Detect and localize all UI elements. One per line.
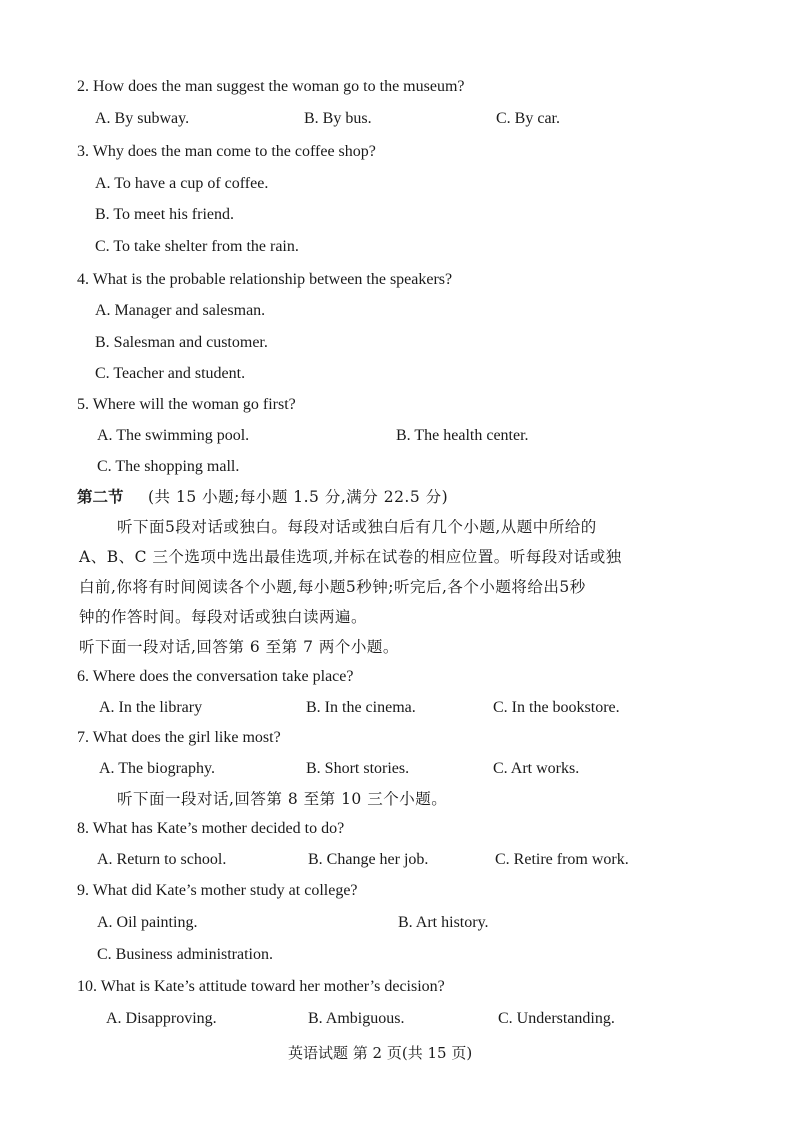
section-title: 第二节 <box>77 488 124 506</box>
section-subtitle: (共 15 小题;每小题 1.5 分,满分 22.5 分) <box>148 488 449 506</box>
question-2-stem: 2. How does the man suggest the woman go to the museum? <box>77 78 465 95</box>
instructions-line-2: A、B、C 三个选项中选出最佳选项,并标在试卷的相应位置。听每段对话或独 <box>79 548 622 566</box>
instructions-line-4: 钟的作答时间。每段对话或独白读两遍。 <box>79 608 368 626</box>
question-5-option-a: A. The swimming pool. <box>97 427 250 444</box>
listen-instruction-8-10: 听下面一段对话,回答第 8 至第 10 三个小题。 <box>117 790 448 808</box>
question-9-option-c: C. Business administration. <box>97 946 273 963</box>
question-3-stem: 3. Why does the man come to the coffee shop? <box>77 143 376 160</box>
question-4-stem: 4. What is the probable relationship between the speakers? <box>77 271 453 288</box>
instructions-line-1: 听下面5段对话或独白。每段对话或独白后有几个小题,从题中所给的 <box>117 518 597 536</box>
question-6-option-c: C. In the bookstore. <box>493 699 620 716</box>
question-2-option-c: C. By car. <box>496 110 560 127</box>
question-2-option-a: A. By subway. <box>95 110 190 127</box>
question-5-stem: 5. Where will the woman go first? <box>77 396 296 413</box>
question-5-option-b: B. The health center. <box>396 427 529 444</box>
question-7-option-b: B. Short stories. <box>306 760 410 777</box>
question-6-stem: 6. Where does the conversation take place? <box>77 668 354 685</box>
question-8-option-b: B. Change her job. <box>308 851 429 868</box>
question-8-option-c: C. Retire from work. <box>495 851 629 868</box>
question-9-option-b: B. Art history. <box>398 914 489 931</box>
question-10-option-c: C. Understanding. <box>498 1010 615 1027</box>
question-5-option-c: C. The shopping mall. <box>97 458 240 475</box>
question-4-option-c: C. Teacher and student. <box>95 365 246 382</box>
question-10-stem: 10. What is Kate’s attitude toward her mother’s decision? <box>77 978 445 995</box>
question-4-option-b: B. Salesman and customer. <box>95 334 268 351</box>
question-7-stem: 7. What does the girl like most? <box>77 729 281 746</box>
question-4-option-a: A. Manager and salesman. <box>95 302 266 319</box>
page-footer: 英语试题 第 2 页(共 15 页) <box>288 1044 473 1062</box>
question-6-option-b: B. In the cinema. <box>306 699 416 716</box>
question-3-option-b: B. To meet his friend. <box>95 206 235 223</box>
question-9-option-a: A. Oil painting. <box>97 914 198 931</box>
question-9-stem: 9. What did Kate’s mother study at college? <box>77 882 358 899</box>
question-2-option-b: B. By bus. <box>304 110 372 127</box>
listen-instruction-6-7: 听下面一段对话,回答第 6 至第 7 两个小题。 <box>79 638 399 656</box>
question-7-option-a: A. The biography. <box>99 760 215 777</box>
question-7-option-c: C. Art works. <box>493 760 580 777</box>
instructions-line-3: 白前,你将有时间阅读各个小题,每小题5秒钟;听完后,各个小题将给出5秒 <box>79 578 586 596</box>
question-3-option-c: C. To take shelter from the rain. <box>95 238 299 255</box>
question-8-option-a: A. Return to school. <box>97 851 227 868</box>
question-3-option-a: A. To have a cup of coffee. <box>95 175 269 192</box>
question-10-option-b: B. Ambiguous. <box>308 1010 405 1027</box>
question-8-stem: 8. What has Kate’s mother decided to do? <box>77 820 345 837</box>
question-6-option-a: A. In the library <box>99 699 203 716</box>
question-10-option-a: A. Disapproving. <box>106 1010 217 1027</box>
